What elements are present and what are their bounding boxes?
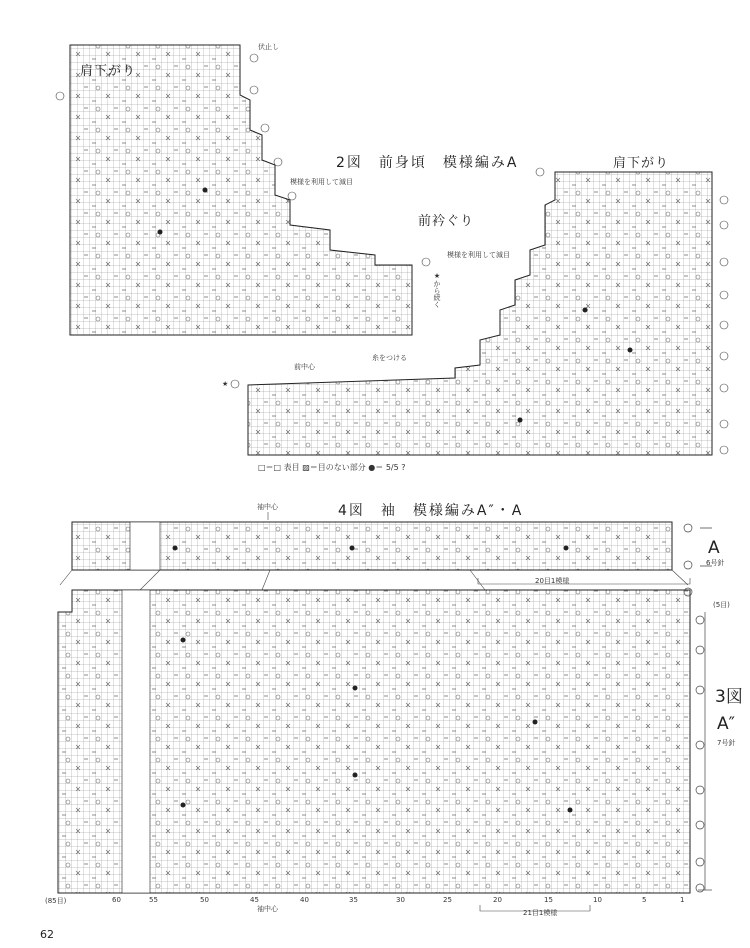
bottom-number: 30 xyxy=(396,896,405,904)
side-label-A2-needle: 7号針 xyxy=(717,739,736,747)
star-marker: ★ xyxy=(222,380,229,388)
sleeve-center-bottom: 袖中心 xyxy=(257,905,278,913)
bobble-dot xyxy=(158,230,163,235)
bind-off-label: 伏止し xyxy=(258,43,279,51)
rows-5-label: (5目) xyxy=(713,601,730,609)
pick-up-note: ★から続く xyxy=(433,272,441,308)
left-shoulder-label: 肩下がり xyxy=(80,64,137,79)
right-shoulder-label: 肩下がり xyxy=(613,156,670,171)
bobble-dot xyxy=(583,308,588,313)
bottom-number: 1 xyxy=(680,896,685,904)
decrease-note-left: 模様を利用して減目 xyxy=(290,178,353,186)
symbol-legend: □＝□ 表目 ▨＝目のない部分 ●＝ 5/5 ? xyxy=(258,463,406,472)
bottom-number: 35 xyxy=(349,896,358,904)
bobble-dot xyxy=(203,188,208,193)
side-label-A-needle: 6号針 xyxy=(706,559,725,567)
attach-yarn-label: 糸をつける xyxy=(372,354,407,362)
bottom-number: 10 xyxy=(593,896,602,904)
side-label-A2: A″ xyxy=(717,714,735,734)
bottom-number: (85目) xyxy=(45,897,67,905)
bottom-number: 25 xyxy=(443,896,452,904)
side-label-3fig: 3図 xyxy=(715,687,743,707)
bottom-number: 45 xyxy=(250,896,259,904)
bottom-number: 15 xyxy=(544,896,553,904)
side-label-A: A xyxy=(708,538,720,558)
bobble-dot xyxy=(518,418,523,423)
repeat-20-label: 20目1模様 xyxy=(535,577,570,585)
bottom-number: 60 xyxy=(112,896,121,904)
bobble-dot xyxy=(628,348,633,353)
neckline-label: 前衿ぐり xyxy=(418,214,475,229)
bottom-number: 55 xyxy=(149,896,158,904)
front-left-chart xyxy=(70,45,412,335)
page-number: 62 xyxy=(40,928,54,941)
sleeve-main-chart xyxy=(58,590,690,893)
bottom-number: 5 xyxy=(642,896,647,904)
bottom-number: 20 xyxy=(493,896,502,904)
front-center-label: 前中心 xyxy=(294,363,315,371)
sleeve-top-chart xyxy=(60,522,688,590)
decrease-note-right: 模様を利用して減目 xyxy=(447,251,510,259)
bottom-number: 50 xyxy=(200,896,209,904)
repeat-21-label: 21目1模様 xyxy=(523,909,558,917)
diagram4-title: 4図 袖 模様編みA″・A xyxy=(338,503,524,519)
bottom-number: 40 xyxy=(300,896,309,904)
diagram2-title: 2図 前身頃 模様編みA xyxy=(336,155,519,171)
sleeve-center-top: 袖中心 xyxy=(257,503,278,511)
